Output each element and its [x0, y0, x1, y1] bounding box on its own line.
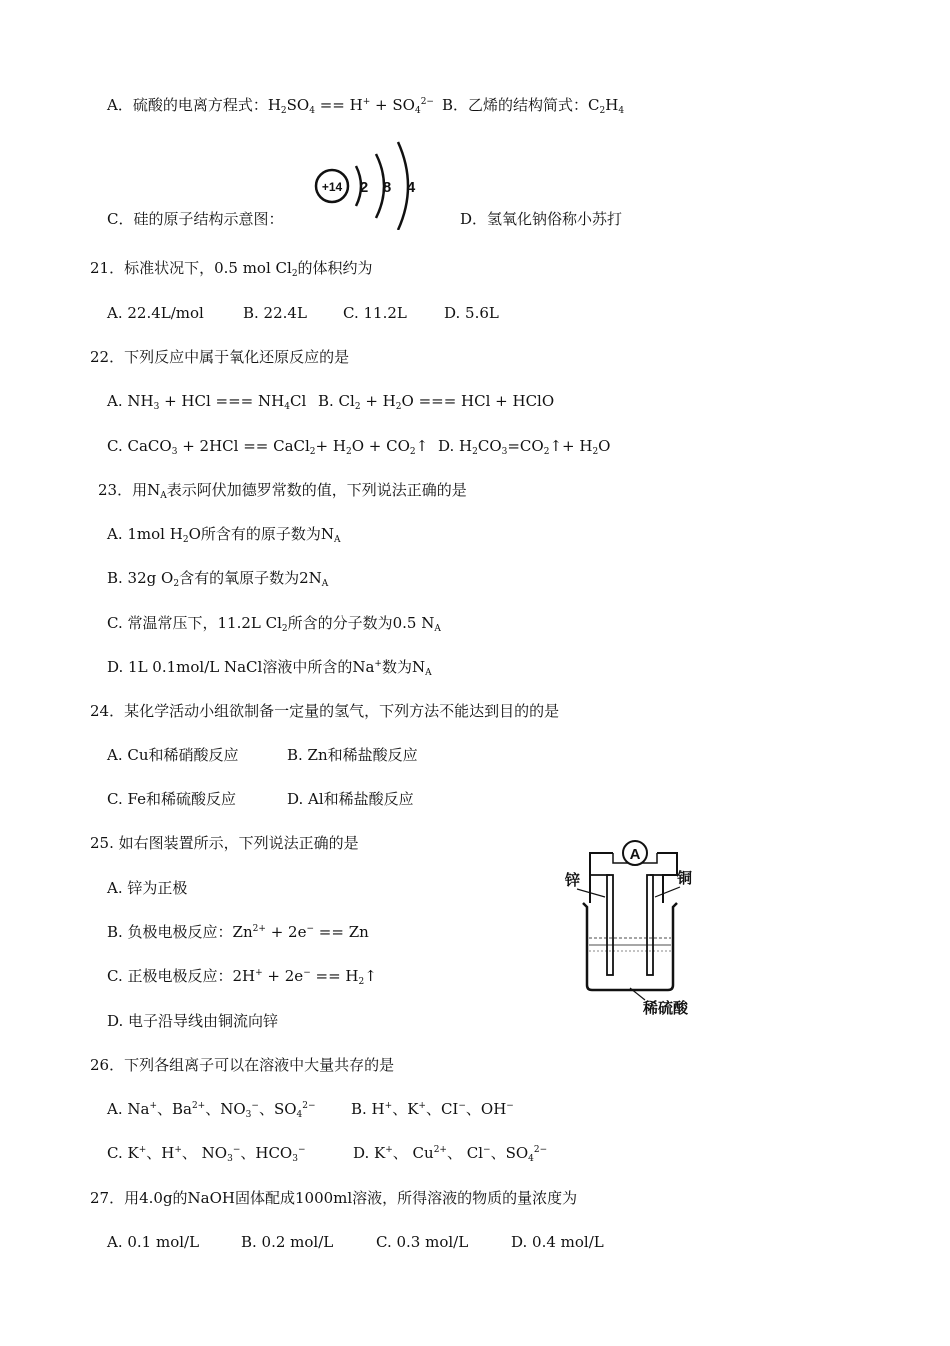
q26-stem: 26．下列各组离子可以在溶液中大量共存的是 [90, 1056, 395, 1074]
q24-option-a: A. Cu和稀硝酸反应 [107, 746, 239, 764]
q20-option-b: B．乙烯的结构简式：$C_2H_4$ [442, 96, 625, 116]
q23-option-c: C. 常温常压下，11.2L $Cl_2$所含的分子数为0.5 $N_A$ [107, 614, 441, 634]
zinc-label: 锌 [565, 871, 581, 889]
q23-option-d: D. 1L 0.1mol/L NaCl溶液中所含的Na+数为$N_A$ [107, 658, 432, 678]
q25-option-a: A. 锌为正极 [107, 879, 188, 897]
q25-stem: 25. 如右图装置所示，下列说法正确的是 [90, 834, 359, 852]
q27-option-c: C. 0.3 mol/L [376, 1233, 469, 1251]
q26-option-d: D. K+、 $Cu^{2+}$、 Cl−、$SO_4^{2-}$ [353, 1144, 548, 1164]
q25-option-d: D. 电子沿导线由铜流向锌 [107, 1012, 279, 1030]
q24-option-d: D. Al和稀盐酸反应 [287, 790, 414, 808]
q24-stem: 24．某化学活动小组欲制备一定量的氢气，下列方法不能达到目的的是 [90, 702, 560, 720]
galvanic-cell-diagram [555, 835, 715, 1020]
q22-option-d: D. $H_2CO_3=CO_2↑+ H_2O$ [438, 437, 611, 457]
ammeter-label: A [629, 846, 641, 863]
q22-option-c: C. CaCO$_3$ + 2HCl == CaCl$_2$+ $H_2O$ + $CO_2↑$ [107, 437, 429, 457]
q20-option-c: C．硅的原子结构示意图： [107, 210, 284, 228]
q21-option-c: C. 11.2L [343, 304, 407, 322]
q21-option-b: B. 22.4L [243, 304, 307, 322]
q20-option-d: D．氢氧化钠俗称小苏打 [460, 210, 623, 228]
beaker [583, 903, 677, 990]
q21-stem: 21．标准状况下，0.5 mol $Cl_2$的体积约为 [90, 259, 373, 279]
q27-option-b: B. 0.2 mol/L [241, 1233, 334, 1251]
copper-electrode [647, 875, 653, 975]
shell-3-electrons: 4 [406, 179, 416, 196]
copper-label: 铜 [677, 869, 693, 887]
silicon-atom-diagram [310, 140, 430, 230]
q26-option-c: C. K+、H+、 $NO_3^-$、$HCO_3^-$ [107, 1144, 306, 1164]
q24-option-c: C. Fe和稀硫酸反应 [107, 790, 236, 808]
q22-stem: 22．下列反应中属于氧化还原反应的是 [90, 348, 350, 366]
q21-option-d: D. 5.6L [444, 304, 499, 322]
q23-option-b: B. 32g $O_2$含有的氧原子数为$2N_A$ [107, 569, 329, 589]
q27-stem: 27．用4.0g的NaOH固体配成1000ml溶液，所得溶液的物质的量浓度为 [90, 1189, 578, 1207]
acid-label: 稀硫酸 [643, 999, 689, 1017]
q23-stem: 23．用$N_A$表示阿伏加德罗常数的值，下列说法正确的是 [98, 481, 467, 501]
q26-option-b: B. H+、K+、CI−、OH− [351, 1100, 514, 1118]
q26-option-a: A. Na+、$Ba^{2+}$、$NO_3^-$、$SO_4^{2-}$ [107, 1100, 316, 1120]
shell-1-electrons: 2 [359, 179, 369, 196]
q27-option-a: A. 0.1 mol/L [107, 1233, 200, 1251]
q24-option-b: B. Zn和稀盐酸反应 [287, 746, 418, 764]
q22-option-a: A. $NH_3$ + HCl === $NH_4Cl$ [107, 392, 307, 412]
q27-option-d: D. 0.4 mol/L [511, 1233, 604, 1251]
zinc-electrode [607, 875, 613, 975]
q20-option-a: A．硫酸的电离方程式：$H_2SO_4 == H^+ + SO_4^{2-}$ [107, 96, 434, 116]
q21-option-a: A. 22.4L/mol [107, 304, 204, 322]
q22-option-b: B. $Cl_2 + H_2O$ === HCl + HClO [318, 392, 555, 412]
q25-option-c: C. 正极电极反应：$2H^+ + 2e^- == H_2↑$ [107, 967, 377, 987]
q23-option-a: A. 1mol $H_2O$所含有的原子数为$N_A$ [107, 525, 341, 545]
shell-2-electrons: 8 [382, 179, 392, 196]
q25-option-b: B. 负极电极反应：$Zn^{2+} + 2e^- == Zn$ [107, 923, 369, 941]
atom-nucleus-label: +14 [321, 180, 343, 194]
